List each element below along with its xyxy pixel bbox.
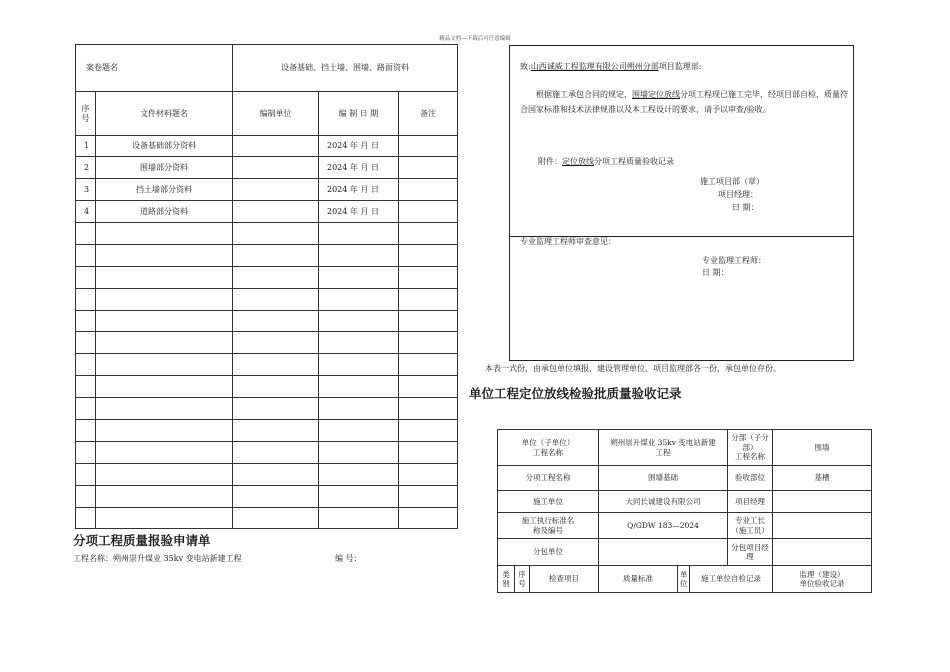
empty-cell [96, 463, 233, 485]
table-row [76, 179, 458, 201]
head-no: 序 号 [515, 566, 530, 593]
empty-cell [319, 244, 399, 266]
empty-cell [96, 266, 233, 288]
subcontract-label: 分包单位 [498, 539, 599, 566]
empty-row [76, 288, 458, 310]
empty-cell [76, 310, 96, 332]
empty-cell [233, 223, 319, 245]
empty-cell [319, 310, 399, 332]
empty-cell [399, 463, 458, 485]
empty-cell [319, 420, 399, 442]
inspection-request-title: 分项工程质量报验申请单 [73, 533, 211, 548]
empty-row [76, 485, 458, 507]
empty-cell [319, 354, 399, 376]
project-manager-label: 项目经理： [718, 190, 758, 199]
empty-cell [233, 244, 319, 266]
archive-table [75, 44, 458, 529]
empty-row [76, 332, 458, 354]
empty-cell [399, 354, 458, 376]
empty-cell [399, 441, 458, 463]
supervisor-company: 山西诚威工程监理有限公司朔州分部 [530, 62, 659, 71]
attach-suffix: 分项工程质量验收记录 [594, 157, 674, 166]
empty-cell [96, 332, 233, 354]
foreman-label: 专业工长 （施工员） [728, 513, 773, 539]
addressee-line [520, 61, 701, 73]
empty-cell [233, 441, 319, 463]
foreman-value [773, 513, 872, 539]
record-title: 单位工程定位放线检验批质量验收记录 [469, 386, 682, 401]
empty-cell [399, 266, 458, 288]
empty-cell [233, 485, 319, 507]
empty-cell [96, 244, 233, 266]
empty-cell [96, 507, 233, 529]
col-header-unit: 编制单位 [233, 92, 319, 136]
empty-cell [233, 266, 319, 288]
inspection-application-form [509, 45, 854, 361]
empty-cell [319, 507, 399, 529]
part-label: 验收部位 [728, 466, 773, 491]
construction-dept-seal: 施工项目部（章） [700, 177, 764, 186]
empty-cell [399, 310, 458, 332]
empty-cell [76, 420, 96, 442]
empty-cell [76, 244, 96, 266]
empty-cell [76, 332, 96, 354]
col-header-no: 序号 [76, 92, 96, 136]
item-name-label: 分项工程名称 [498, 466, 599, 491]
col-header-remark: 备注 [399, 92, 458, 136]
project-name-line: 工程名称：朔州崇升煤业 35kv 变电站新建工程 [73, 554, 242, 563]
empty-cell [233, 463, 319, 485]
col-header-date: 编 制 日 期 [319, 92, 399, 136]
row-unit [233, 136, 319, 157]
empty-cell [233, 398, 319, 420]
empty-cell [399, 244, 458, 266]
empty-cell [319, 485, 399, 507]
row-no: 2 [76, 157, 96, 179]
row-date: 2024 年 月 日 [319, 136, 399, 157]
empty-cell [76, 266, 96, 288]
empty-cell [319, 398, 399, 420]
empty-cell [399, 420, 458, 442]
standard-label: 施工执行标准名 称及编号 [498, 513, 599, 539]
row-no: 3 [76, 179, 96, 201]
head-self-check: 施工单位自检记录 [690, 566, 773, 593]
empty-row [76, 463, 458, 485]
builder-label: 施工单位 [498, 491, 599, 513]
empty-row [76, 244, 458, 266]
empty-row [76, 441, 458, 463]
empty-cell [76, 507, 96, 529]
row-date: 2024 年 月 日 [319, 179, 399, 201]
empty-cell [233, 310, 319, 332]
body-suffix: 分项工程现已施工完毕，经项目部自检，质量符合国家标准和技术法律规准以及本工程设计的要求，请予以审查/验收。 [520, 90, 848, 114]
pm-label: 项目经理 [728, 491, 773, 513]
row-name: 道路部分资料 [96, 201, 233, 223]
table-row [76, 136, 458, 157]
empty-cell [319, 441, 399, 463]
empty-cell [76, 288, 96, 310]
empty-cell [399, 485, 458, 507]
empty-cell [319, 376, 399, 398]
head-standard: 质量标准 [599, 566, 678, 593]
empty-cell [96, 288, 233, 310]
row-remark [399, 136, 458, 157]
empty-cell [76, 485, 96, 507]
empty-cell [76, 376, 96, 398]
empty-cell [233, 376, 319, 398]
row-name: 设备基础部分资料 [96, 136, 233, 157]
standard-value: Q/GDW 183—2024 [599, 513, 728, 539]
addressee-suffix: 项目监理部: [658, 62, 702, 71]
archive-title-value: 设备基础、挡土墙、围墙、路面资料 [233, 45, 458, 92]
sub-name-value: 围墙 [773, 430, 872, 466]
application-date-label: 日 期： [732, 203, 759, 212]
empty-cell [319, 266, 399, 288]
empty-row [76, 310, 458, 332]
body-prefix: 根据施工承包合同的规定， [536, 90, 632, 99]
head-supervisor: 监理（建设） 单位验收记录 [773, 566, 872, 593]
empty-cell [96, 441, 233, 463]
empty-cell [233, 507, 319, 529]
review-opinion-label: 专业监理工程师审查意见： [520, 237, 616, 246]
row-unit [233, 157, 319, 179]
archive-header-row [76, 92, 458, 136]
attach-prefix: 附件： [538, 157, 562, 166]
empty-cell [233, 420, 319, 442]
empty-cell [399, 507, 458, 529]
row-date: 2024 年 月 日 [319, 157, 399, 179]
row-name: 围墙部分资料 [96, 157, 233, 179]
application-body [520, 88, 848, 118]
empty-cell [96, 420, 233, 442]
copy-note: 本表一式份，由承包单位填报，建设管理单位、项目监理部各一份，承包单位存份。 [485, 364, 781, 373]
sub-pm-label: 分包项目经理 [728, 539, 773, 566]
empty-cell [76, 223, 96, 245]
sub-name-label: 分部（子分 部） 工程名称 [728, 430, 773, 466]
empty-cell [76, 463, 96, 485]
empty-cell [399, 332, 458, 354]
empty-cell [319, 223, 399, 245]
empty-row [76, 420, 458, 442]
archive-title-label: 案卷题名 [76, 45, 233, 92]
empty-cell [233, 354, 319, 376]
head-unit: 单 位 [678, 566, 690, 593]
empty-cell [96, 485, 233, 507]
unit-name-value: 朔州崇升煤业 35kv 变电站新建 工程 [599, 430, 728, 466]
empty-cell [399, 398, 458, 420]
row-no: 4 [76, 201, 96, 223]
row-unit [233, 179, 319, 201]
unit-name-label: 单位（子单位） 工程名称 [498, 430, 599, 466]
empty-cell [96, 223, 233, 245]
record-table [497, 429, 872, 593]
col-header-name: 文件材料题名 [96, 92, 233, 136]
empty-cell [399, 288, 458, 310]
engineer-label: 专业监理工程师： [702, 256, 766, 265]
addressee-prefix: 致: [520, 62, 531, 71]
empty-cell [96, 310, 233, 332]
sub-pm-value [773, 539, 872, 566]
engineer-date-label: 日 期： [702, 268, 729, 277]
row-name: 挡土墙部分资料 [96, 179, 233, 201]
empty-row [76, 266, 458, 288]
row-remark [399, 201, 458, 223]
number-label: 编 号： [335, 554, 362, 563]
empty-cell [319, 288, 399, 310]
header-note: 精品文档---下载后可任意编辑 [439, 36, 511, 42]
row-no: 1 [76, 136, 96, 157]
empty-row [76, 223, 458, 245]
empty-row [76, 507, 458, 529]
table-row [76, 201, 458, 223]
empty-row [76, 354, 458, 376]
empty-row [76, 376, 458, 398]
empty-cell [319, 332, 399, 354]
empty-cell [96, 354, 233, 376]
row-date: 2024 年 月 日 [319, 201, 399, 223]
body-item: 围墙定位放线 [632, 90, 680, 99]
builder-value: 大同长诚建设有限公司 [599, 491, 728, 513]
empty-cell [399, 223, 458, 245]
row-unit [233, 201, 319, 223]
pm-value [773, 491, 872, 513]
empty-cell [76, 398, 96, 420]
empty-row [76, 398, 458, 420]
attachment-line [538, 156, 674, 168]
empty-cell [233, 332, 319, 354]
empty-cell [96, 376, 233, 398]
item-name-value: 围墙基础 [599, 466, 728, 491]
empty-cell [399, 376, 458, 398]
head-type: 类 别 [498, 566, 515, 593]
row-remark [399, 179, 458, 201]
subcontract-value [599, 539, 728, 566]
empty-cell [76, 441, 96, 463]
part-value: 基槽 [773, 466, 872, 491]
table-row [76, 157, 458, 179]
empty-cell [319, 463, 399, 485]
empty-cell [96, 398, 233, 420]
empty-cell [76, 354, 96, 376]
row-remark [399, 157, 458, 179]
empty-cell [233, 288, 319, 310]
attach-item: 定位放线 [562, 157, 594, 166]
head-check: 检查项目 [530, 566, 599, 593]
